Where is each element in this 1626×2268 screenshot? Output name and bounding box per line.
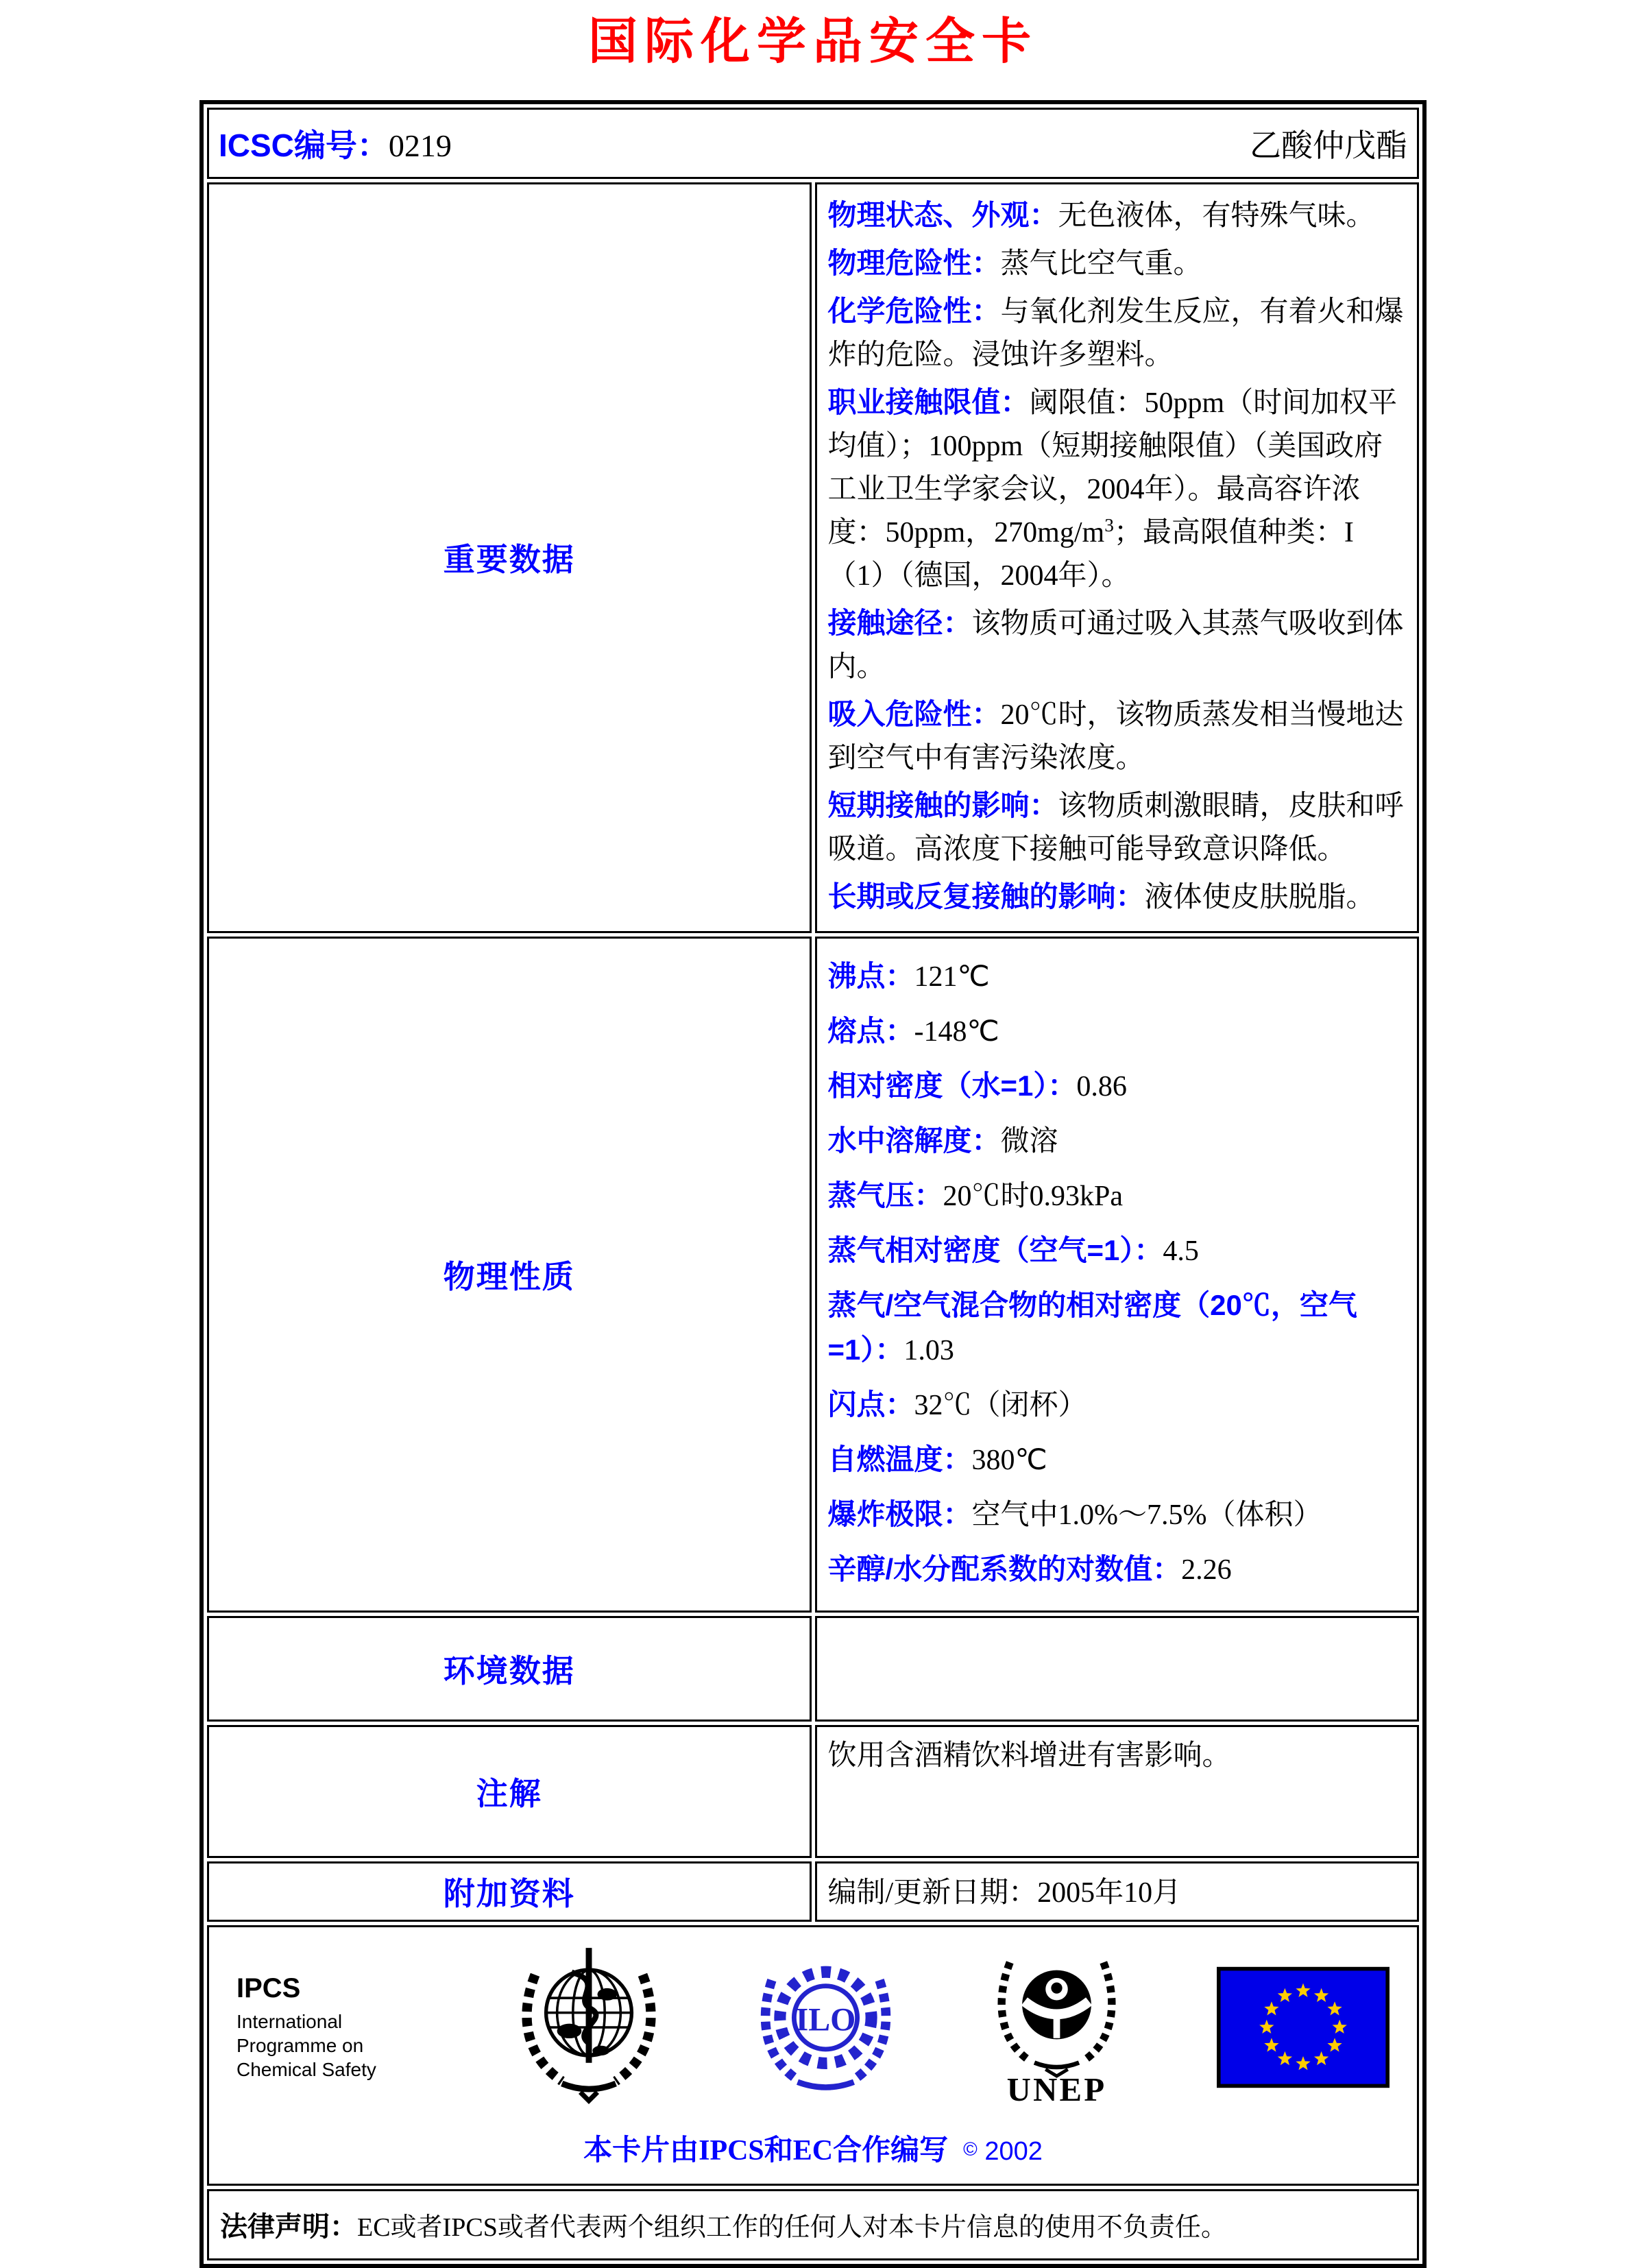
legal-row [207,2189,1419,2260]
legal-label: 法律声明： [220,2212,357,2243]
important-data-content [815,182,1420,933]
item-label: 物理状态、外观： [827,198,1058,231]
credit-text: 本卡片由IPCS和EC合作编写 [583,2134,949,2167]
copyright-text [963,2137,1043,2166]
row-label-important-data: 重要数据 [207,182,812,933]
item-text: 2.26 [1181,1554,1232,1586]
item-label: 吸入危险性： [827,697,1001,730]
important-item [828,784,1407,871]
icsc-number-group [219,121,452,166]
item-text: 液体使皮肤脱脂。 [1144,881,1375,913]
item-label: 沸点： [827,959,914,992]
property-item [828,1229,1407,1273]
copyright-symbol: © [963,2138,978,2160]
item-text: 121℃ [914,961,990,993]
eu-flag-icon [1217,1966,1390,2089]
row-label-environmental-data: 环境数据 [207,1616,812,1722]
item-text: 1.03 [903,1334,954,1366]
item-label: 蒸气相对密度（空气=1）： [827,1233,1163,1266]
item-text: 0.86 [1076,1070,1127,1102]
important-item [828,193,1407,238]
who-logo-icon [515,1945,662,2110]
ilo-logo-text: ILO [795,2001,856,2038]
item-text: 与氧化剂发生反应，有着火和爆炸的危险。浸蚀许多塑料。 [827,295,1404,371]
property-item [828,1064,1407,1109]
important-item [828,692,1407,780]
item-label: 长期或反复接触的影响： [827,880,1145,913]
item-text: 无色液体，有特殊气味。 [1058,200,1375,232]
unep-logo-icon [990,1946,1124,2108]
icsc-card [199,100,1427,2268]
important-item [828,289,1407,377]
credit-line [230,2127,1396,2169]
item-label: 短期接触的影响： [827,788,1058,821]
property-item [828,1493,1407,1537]
physical-properties-content [815,937,1420,1613]
ilo-logo-icon [755,1957,896,2097]
property-item [828,1383,1407,1427]
item-label: 化学危险性： [827,294,1001,327]
environmental-data-content [815,1616,1420,1722]
item-text: 32℃（闭杯） [914,1389,1087,1421]
logos-cell [207,1925,1419,2186]
property-item [828,1174,1407,1218]
item-superscript: 3 [1104,514,1114,535]
item-label: 水中溶解度： [827,1124,1001,1157]
legal-cell [207,2189,1419,2260]
icsc-number-value: 0219 [388,128,452,163]
page-title: 国际化学品安全卡 [587,14,1038,69]
notes-content: 饮用含酒精饮料增进有害影响。 [815,1725,1420,1858]
row-label-physical-properties: 物理性质 [207,937,812,1613]
item-text: 380℃ [971,1444,1047,1476]
item-label: 自燃温度： [827,1443,972,1475]
item-label: 熔点： [827,1014,914,1047]
page [0,14,1626,2243]
item-label: 辛醇/水分配系数的对数值： [827,1552,1182,1585]
notes-row [207,1725,1419,1858]
item-text: 该物质可通过吸入其蒸气吸收到体内。 [827,607,1404,683]
item-label: 物理危险性： [827,246,1001,279]
environmental-data-row [207,1616,1419,1722]
property-item [828,1119,1407,1163]
row-label-additional-info: 附加资料 [207,1861,812,1922]
additional-info-content [815,1861,1420,1922]
property-item [828,954,1407,999]
important-item [828,601,1407,689]
item-text: 4.5 [1163,1235,1199,1267]
item-text: 20℃时，该物质蒸发相当慢地达到空气中有害污染浓度。 [827,699,1404,774]
property-item [828,1547,1407,1592]
item-text: -148℃ [914,1015,999,1048]
item-label: 接触途径： [827,606,972,639]
important-item [828,241,1407,286]
row-label-notes: 注解 [207,1725,812,1858]
item-text: 该物质刺激眼睛，皮肤和呼吸道。高浓度下接触可能导致意识降低。 [827,790,1404,865]
item-label: 蒸气压： [827,1179,943,1211]
unep-logo-text: UNEP [1006,2071,1106,2108]
item-text: ；最高限值种类：I（1）（德国，2004年）。 [827,516,1354,592]
logos-row [207,1925,1419,2186]
item-label: 职业接触限值： [827,385,1030,418]
icsc-number-label: ICSC编号： [219,127,389,163]
property-item [828,1009,1407,1054]
item-text: 蒸气比空气重。 [1000,248,1202,280]
item-text: 阈限值：50ppm（时间加权平均值）；100ppm（短期接触限值）（美国政府工业卫生学家会议，2004年）。最高容许浓度：50ppm，270mg/m [827,387,1398,548]
item-label: 相对密度（水=1）： [827,1069,1077,1102]
important-item [828,381,1407,598]
item-text: 空气中1.0%～7.5%（体积） [971,1499,1322,1531]
chemical-name: 乙酸仲戊酯 [1250,128,1407,163]
copyright-year: 2002 [984,2136,1043,2166]
important-item [828,875,1407,919]
header-row [207,108,1419,179]
card-header-cell [207,108,1419,179]
ipcs-title: IPCS [236,1973,301,2003]
important-data-row [207,182,1419,933]
update-date-label: 编制/更新日期： [827,1877,1038,1909]
physical-properties-row [207,937,1419,1613]
item-label: 闪点： [827,1388,914,1421]
property-item [828,1438,1407,1482]
update-date-value: 2005年10月 [1037,1877,1182,1909]
item-text: 20℃时0.93kPa [943,1180,1124,1212]
ipcs-subtitle-line: International [236,2010,343,2032]
item-text: 微溶 [1000,1125,1058,1157]
item-label: 爆炸极限： [827,1497,972,1530]
legal-text: EC或者IPCS或者代表两个组织工作的任何人对本卡片信息的使用不负责任。 [357,2213,1227,2243]
item-label: 蒸气/空气混合物的相对密度（20℃，空气=1）： [827,1288,1357,1366]
property-item [828,1283,1407,1373]
additional-info-row [207,1861,1419,1922]
ipcs-subtitle-line: Chemical Safety [236,2058,376,2080]
ipcs-text-block [236,1973,422,2082]
ipcs-subtitle-line: Programme on [236,2034,364,2056]
